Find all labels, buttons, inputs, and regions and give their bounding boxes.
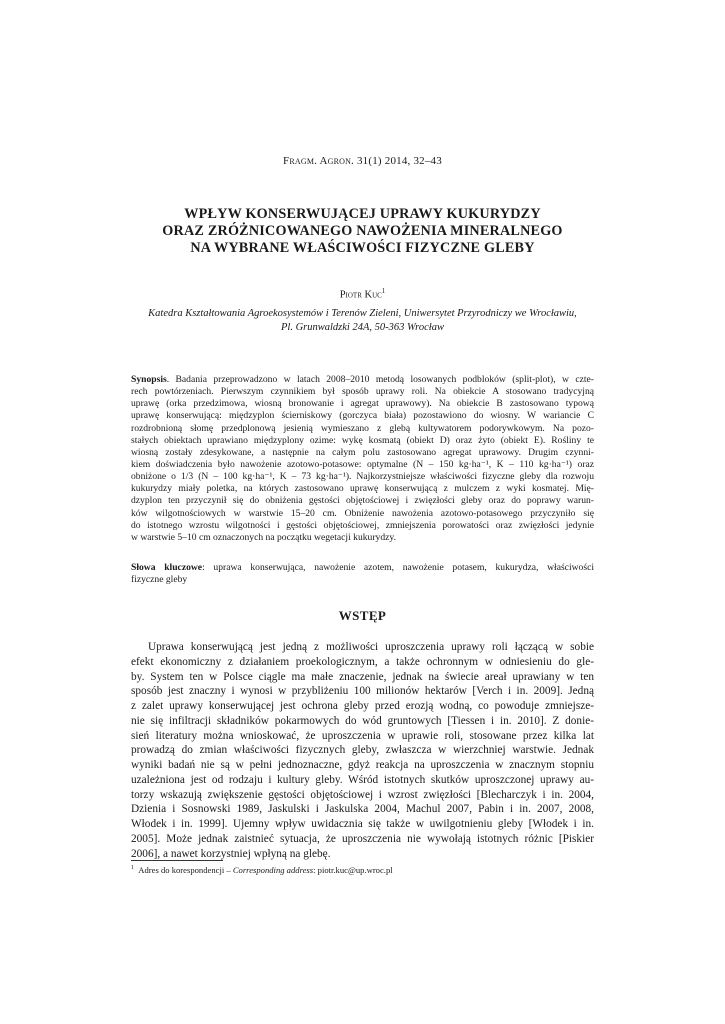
footnote-italic: Corresponding address	[232, 865, 314, 875]
article-title	[100, 206, 625, 257]
body-line: z zalet uprawy konserwującej jest ochrona gleby przed erozją wodną, co powoduje zmniejsze-	[131, 700, 594, 713]
synopsis-line: dzyplon ten przyczynił się do obniżenia gęstości objętościowej i zwięzłości gleby oraz do poprawy warun-	[131, 495, 594, 507]
body-line: sień literatury można wnioskować, że uproszczenia w uprawie roli, stosowane przez kilka lat	[131, 729, 594, 742]
synopsis-line: do istotnego wzrostu wilgotności i gęstości objętościowej, zmniejszenia porowatości oraz zwięzłości jedynie	[131, 519, 594, 531]
author-name: Piotr Kuc	[339, 289, 382, 301]
section-heading: WSTĘP	[338, 608, 387, 623]
synopsis-line: ków wilgotnościowych w warstwie 15–20 cm. Obniżenie nawożenia azotowo-potasowego przyczyniło się	[131, 507, 594, 519]
synopsis-line: kiem doświadczenia było nawożenie azotowo-potasowe: optymalne (N – 150 kg·ha⁻¹, K – 110 kg·ha⁻¹) oraz	[131, 458, 594, 470]
body-line: sposób jest znaczny i wynosi w przybliżeniu 100 milionów hektarów [Verch i in. 2009]. Jedną	[131, 685, 594, 698]
keywords-line: fizyczne gleby	[131, 574, 188, 586]
synopsis-line: stałych obiektach uprawiano międzyplony ozime: wykę kosmatą (obiekt D) oraz żyto (obiekt E). Rośliny te	[131, 434, 594, 446]
footnote-divider	[131, 860, 223, 861]
synopsis-line: wiosną zostały zdesykowane, a następnie na całym polu zastosowano agregat uprawowy. Drugim czynni-	[131, 446, 594, 458]
synopsis-line: w warstwie 5–10 cm oznaczonych na początku wegetacji kukurydzy.	[131, 531, 396, 543]
body-line: 2006], a nawet korzystniej wpłyną na glebę.	[131, 847, 331, 860]
footnote-mark: 1	[131, 865, 134, 872]
body-line: uzależniona jest od rodzaju i kultury gleby. Wśród istotnych skutków uproszczonej uprawy au-	[131, 773, 594, 786]
journal-citation: 31(1) 2014, 32–43	[356, 155, 442, 167]
body-line: Dzienia i Sosnowski 1989, Jaskulski i Jaskulska 2004, Machul 2007, Pabin i in. 2007, 2008,	[131, 803, 594, 816]
body-text	[131, 640, 594, 861]
synopsis-line	[131, 374, 594, 386]
title-line: WPŁYW KONSERWUJĄCEJ UPRAWY KUKURYDZY	[184, 206, 541, 222]
synopsis-line: obniżone o 1/3 (N – 100 kg·ha⁻¹, K – 73 kg·ha⁻¹). Najkorzystniejsze właściwości fizyczne gleby dla rozwoju	[131, 471, 594, 483]
footnote-text: Adres do korespondencji –	[138, 865, 233, 875]
affiliation	[110, 307, 615, 335]
body-line: 2005]. Może jednak zaistnieć sytuacja, że uproszczenia nie wywołają istotnych różnic [Piskier	[131, 832, 594, 845]
affiliation-line: Katedra Kształtowania Agroekosystemów i Terenów Zieleni, Uniwersytet Przyrodniczy we Wrocławiu,	[148, 308, 577, 319]
synopsis-label: Synopsis	[131, 374, 167, 385]
synopsis-line: uprawę konserwującą: międzyplon ścierniskowy (gorczyca biała) pozostawiono do wiosny. W wariancie C	[131, 410, 594, 422]
body-line: Włodek i in. 1999]. Ujemny wpływ uwidacznia się także w uwilgotnieniu gleby [Włodek i in.	[131, 818, 594, 831]
body-line: wyniki badań nie są w pełni jednoznaczne, gdyż reakcja na uproszczenia w znacznym stopniu	[131, 759, 594, 772]
synopsis-line: rozdrobnioną słomę przedplonową jesienią wymieszano z glebą kultywatorem podorywkowym. Na pozo-	[131, 422, 594, 434]
body-line: prowadzą do zmian właściwości fizycznych gleby, zwłaszcza w wierzchniej warstwie. Jednak	[131, 744, 594, 757]
author-footnote-mark: 1	[381, 287, 386, 295]
keywords	[131, 562, 594, 586]
footnote-email: : piotr.kuc@up.wroc.pl	[313, 865, 393, 875]
journal-header	[0, 155, 725, 167]
synopsis-line: kukurydzy miały poletka, na których zastosowano uprawę konserwującą z mulczem z wyki kosmatej. Mię-	[131, 483, 594, 495]
body-line: by. System ten w Polsce ciągle ma małe znaczenie, jednak na świecie areał uprawiany w ten	[131, 670, 594, 683]
body-line: Uprawa konserwującą jest jedną z możliwości uproszczenia uprawy roli łączącą w sobie	[148, 641, 594, 653]
synopsis-text: . Badania przeprowadzono w latach 2008–2010 metodą losowanych podbloków (split-plot), w czte-	[166, 374, 594, 385]
footnote	[131, 865, 594, 875]
author	[0, 287, 725, 301]
synopsis-line: rech powtórzeniach. Pierwszym czynnikiem był sposób uprawy roli. Na obiekcie A stosowano tradycyjną	[131, 386, 594, 398]
journal-name: Fragm. Agron.	[283, 155, 355, 167]
keywords-line	[131, 562, 594, 574]
body-line: efekt ekonomiczny z działaniem proekologicznym, a także ochronnym w odniesieniu do gle-	[131, 655, 594, 668]
synopsis-line: uprawę (orka przedzimowa, wiosną bronowanie i agregat uprawowy). Na obiekcie B zastosowano typową	[131, 398, 594, 410]
keywords-label: Słowa kluczowe	[131, 562, 203, 573]
title-line: ORAZ ZRÓŻNICOWANEGO NAWOŻENIA MINERALNEGO	[162, 223, 563, 239]
title-line: NA WYBRANE WŁAŚCIWOŚCI FIZYCZNE GLEBY	[190, 240, 535, 256]
affiliation-line: Pl. Grunwaldzki 24A, 50-363 Wrocław	[281, 322, 444, 333]
synopsis	[131, 374, 594, 544]
keywords-text: : uprawa konserwująca, nawożenie azotem, nawożenie potasem, kukurydza, właściwości	[202, 562, 594, 573]
body-line: nie się infiltracji składników pokarmowych do wód gruntowych [Tiessen i in. 2010]. Z donie-	[131, 714, 594, 727]
body-line: torzy wskazują zwiększenie gęstości objętościowej i wzrost zwięzłości [Blecharczyk i in. 2004,	[131, 788, 594, 801]
